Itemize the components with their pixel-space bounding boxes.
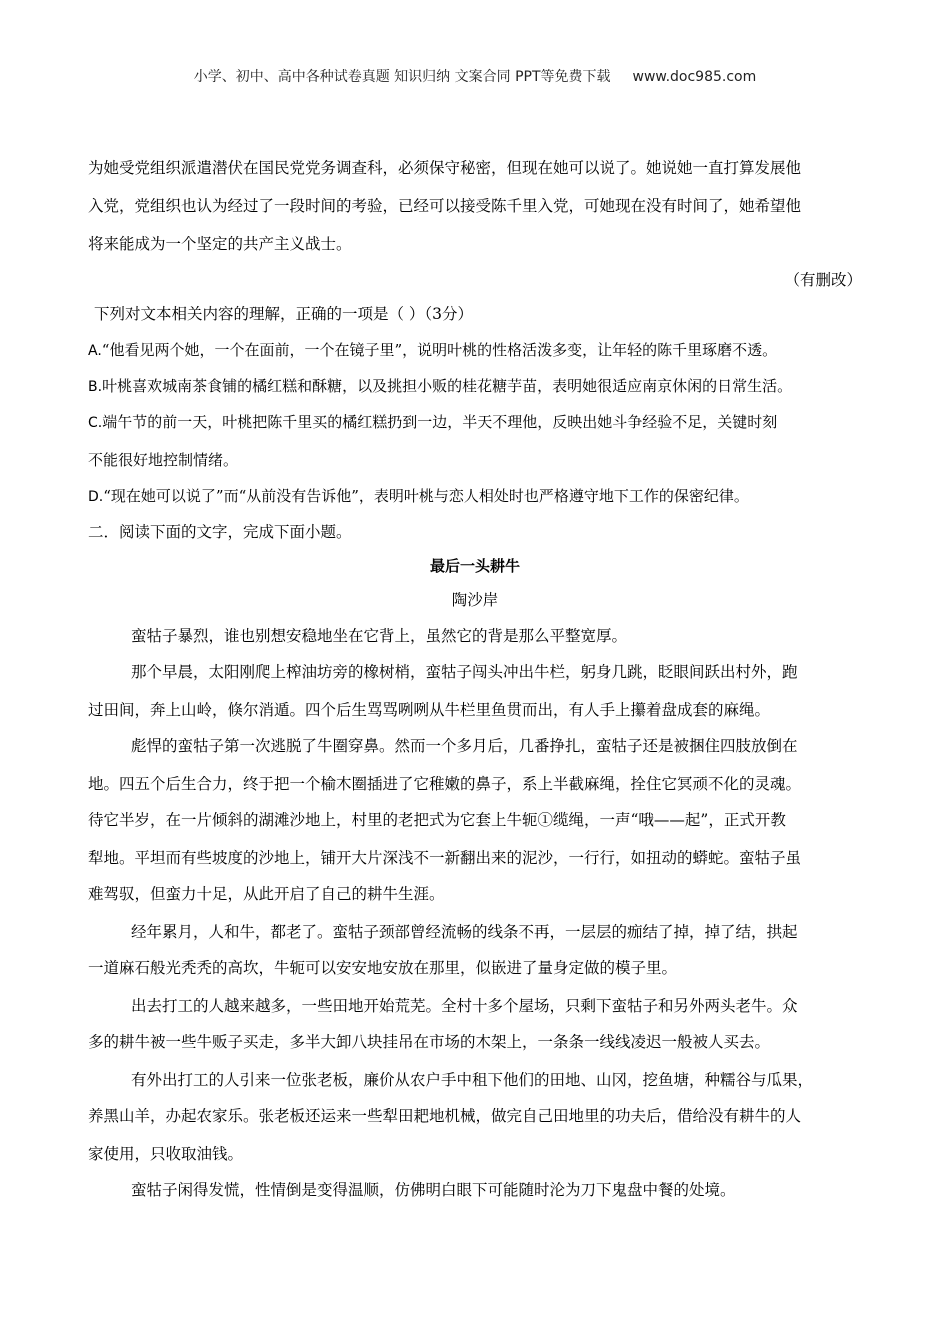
story-line: 犁地。平坦而有些坡度的沙地上，铺开大片深浅不一新翻出来的泥沙，一行行，如扭动的蟒蛇。蛮牯子虽 — [88, 849, 802, 867]
story-line: 多的耕牛被一些牛贩子买走，多半大卸八块挂吊在市场的木架上，一条条一线线凌迟一般被人买去。 — [88, 1033, 771, 1051]
page-header — [0, 66, 950, 86]
option-c — [88, 412, 862, 433]
story-line: 养黑山羊，办起农家乐。张老板还运来一些犁田耙地机械，做完自己田地里的功夫后，借给没有耕牛的人 — [88, 1107, 802, 1125]
section-heading: 二．阅读下面的文字，完成下面小题。 — [88, 523, 352, 541]
option-c-continued: 不能很好地控制情绪。 — [88, 451, 239, 469]
option-text: 叶桃喜欢城南茶食铺的橘红糕和酥糖，以及挑担小贩的桂花糖芋苗，表明她很适应南京休闲的日常生活。 — [102, 377, 793, 395]
header-text: 小学、初中、高中各种试卷真题 知识归纳 文案合同 PPT等免费下载 — [193, 69, 611, 85]
header-url[interactable]: www.doc985.com — [632, 69, 757, 85]
story-line: 有外出打工的人引来一位张老板，廉价从农户手中租下他们的田地、山冈，挖鱼塘，种糯谷与瓜果， — [131, 1071, 814, 1089]
story-author: 陶沙岸 — [451, 591, 499, 609]
option-text: “他看见两个她，一个在面前，一个在镜子里”，说明叶桃的性格活泼多变，让年轻的陈千里琢磨不透。 — [101, 341, 778, 359]
revision-note: （有删改） — [784, 271, 862, 289]
passage-line: 将来能成为一个坚定的共产主义战士。 — [88, 235, 352, 253]
story-title: 最后一头耕牛 — [429, 557, 520, 575]
story-line: 家使用，只收取油钱。 — [88, 1145, 244, 1163]
option-a — [88, 340, 862, 361]
option-label: D. — [88, 489, 104, 505]
story-line: 彪悍的蛮牯子第一次逃脱了牛圈穿鼻。然而一个多月后，几番挣扎，蛮牯子还是被捆住四肢放倒在 — [131, 737, 798, 755]
story-line: 一道麻石般光秃秃的高坎，牛轭可以安安地安放在那里，似嵌进了量身定做的模子里。 — [88, 959, 678, 977]
option-label: A. — [88, 343, 102, 359]
story-line: 难驾驭，但蛮力十足，从此开启了自己的耕牛生涯。 — [88, 885, 445, 903]
story-line: 蛮牯子暴烈，谁也别想安稳地坐在它背上，虽然它的背是那么平整宽厚。 — [131, 627, 628, 645]
option-text: 端午节的前一天，叶桃把陈千里买的橘红糕扔到一边，半天不理他，反映出她斗争经验不足，关键时刻 — [102, 413, 778, 431]
passage-line: 入党，党组织也认为经过了一段时间的考验，已经可以接受陈千里入党，可她现在没有时间了，她希望他 — [88, 197, 802, 215]
story-line: 出去打工的人越来越多，一些田地开始荒芜。全村十多个屋场，只剩下蛮牯子和另外两头老牛。众 — [131, 997, 798, 1015]
passage-line: 为她受党组织派遣潜伏在国民党党务调查科，必须保守秘密，但现在她可以说了。她说她一直打算发展他 — [88, 159, 802, 177]
option-label: B. — [88, 379, 103, 395]
story-line: 经年累月，人和牛，都老了。蛮牯子颈部曾经流畅的线条不再，一层层的痂结了掉，掉了结，拱起 — [131, 923, 798, 941]
option-d — [88, 486, 862, 507]
option-b — [88, 376, 862, 397]
option-text: “现在她可以说了”而“从前没有告诉他”，表明叶桃与恋人相处时也严格遵守地下工作的保密纪律。 — [103, 487, 749, 505]
story-line: 过田间，奔上山岭，倏尔消遁。四个后生骂骂咧咧从牛栏里鱼贯而出，有人手上攥着盘成套的麻绳。 — [88, 701, 771, 719]
story-line: 蛮牯子闲得发慌，性情倒是变得温顺，仿佛明白眼下可能随时沦为刀下鬼盘中餐的处境。 — [131, 1181, 736, 1199]
story-line: 待它半岁，在一片倾斜的湖滩沙地上，村里的老把式为它套上牛轭①缆绳，一声“哦——起”，正式开教 — [88, 811, 786, 829]
option-label: C. — [88, 415, 103, 431]
story-line: 地。四五个后生合力，终于把一个榆木圈插进了它稚嫩的鼻子，系上半截麻绳，拴住它冥顽不化的灵魂。 — [88, 775, 802, 793]
story-line: 那个早晨，太阳刚爬上榨油坊旁的橡树梢，蛮牯子闯头冲出牛栏，躬身几跳，眨眼间跃出村外，跑 — [131, 663, 798, 681]
question-stem: 下列对文本相关内容的理解，正确的一项是（ ）（3分） — [94, 305, 474, 323]
